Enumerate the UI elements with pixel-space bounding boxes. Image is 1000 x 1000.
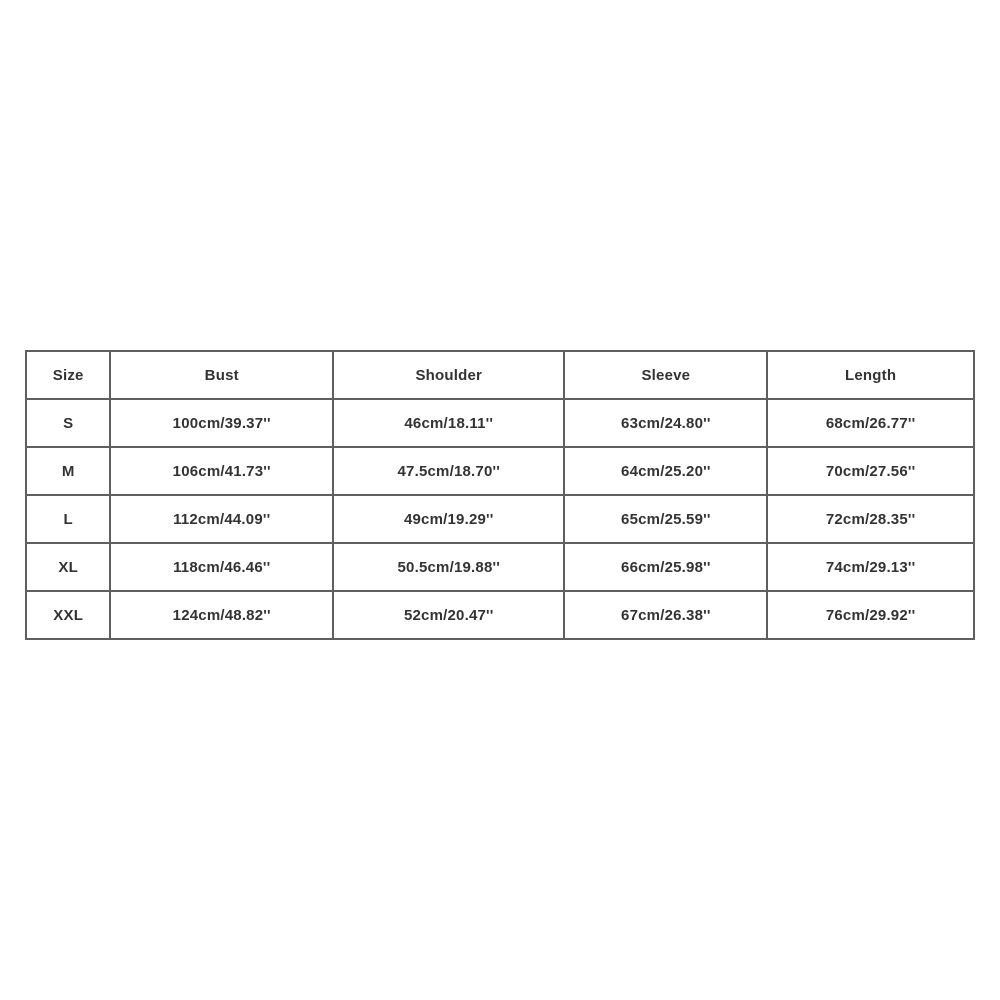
column-header-sleeve: Sleeve xyxy=(564,351,767,399)
sleeve-cell: 67cm/26.38'' xyxy=(564,591,767,639)
bust-cell: 124cm/48.82'' xyxy=(110,591,333,639)
sleeve-cell: 65cm/25.59'' xyxy=(564,495,767,543)
sleeve-cell: 64cm/25.20'' xyxy=(564,447,767,495)
table-row-l xyxy=(26,495,974,543)
size-chart-table xyxy=(25,350,975,640)
bust-cell: 112cm/44.09'' xyxy=(110,495,333,543)
table-row-s xyxy=(26,399,974,447)
size-chart-container xyxy=(25,350,975,640)
bust-cell: 100cm/39.37'' xyxy=(110,399,333,447)
column-header-size: Size xyxy=(26,351,110,399)
table-row-xl xyxy=(26,543,974,591)
shoulder-cell: 46cm/18.11'' xyxy=(333,399,564,447)
shoulder-cell: 49cm/19.29'' xyxy=(333,495,564,543)
size-cell: XL xyxy=(26,543,110,591)
size-cell: M xyxy=(26,447,110,495)
sleeve-cell: 63cm/24.80'' xyxy=(564,399,767,447)
length-cell: 70cm/27.56'' xyxy=(767,447,974,495)
size-cell: L xyxy=(26,495,110,543)
length-cell: 68cm/26.77'' xyxy=(767,399,974,447)
size-cell: XXL xyxy=(26,591,110,639)
bust-cell: 118cm/46.46'' xyxy=(110,543,333,591)
length-cell: 76cm/29.92'' xyxy=(767,591,974,639)
header-row xyxy=(26,351,974,399)
shoulder-cell: 50.5cm/19.88'' xyxy=(333,543,564,591)
sleeve-cell: 66cm/25.98'' xyxy=(564,543,767,591)
shoulder-cell: 47.5cm/18.70'' xyxy=(333,447,564,495)
column-header-shoulder: Shoulder xyxy=(333,351,564,399)
table-row-xxl xyxy=(26,591,974,639)
length-cell: 74cm/29.13'' xyxy=(767,543,974,591)
table-row-m xyxy=(26,447,974,495)
bust-cell: 106cm/41.73'' xyxy=(110,447,333,495)
column-header-bust: Bust xyxy=(110,351,333,399)
length-cell: 72cm/28.35'' xyxy=(767,495,974,543)
size-cell: S xyxy=(26,399,110,447)
column-header-length: Length xyxy=(767,351,974,399)
shoulder-cell: 52cm/20.47'' xyxy=(333,591,564,639)
